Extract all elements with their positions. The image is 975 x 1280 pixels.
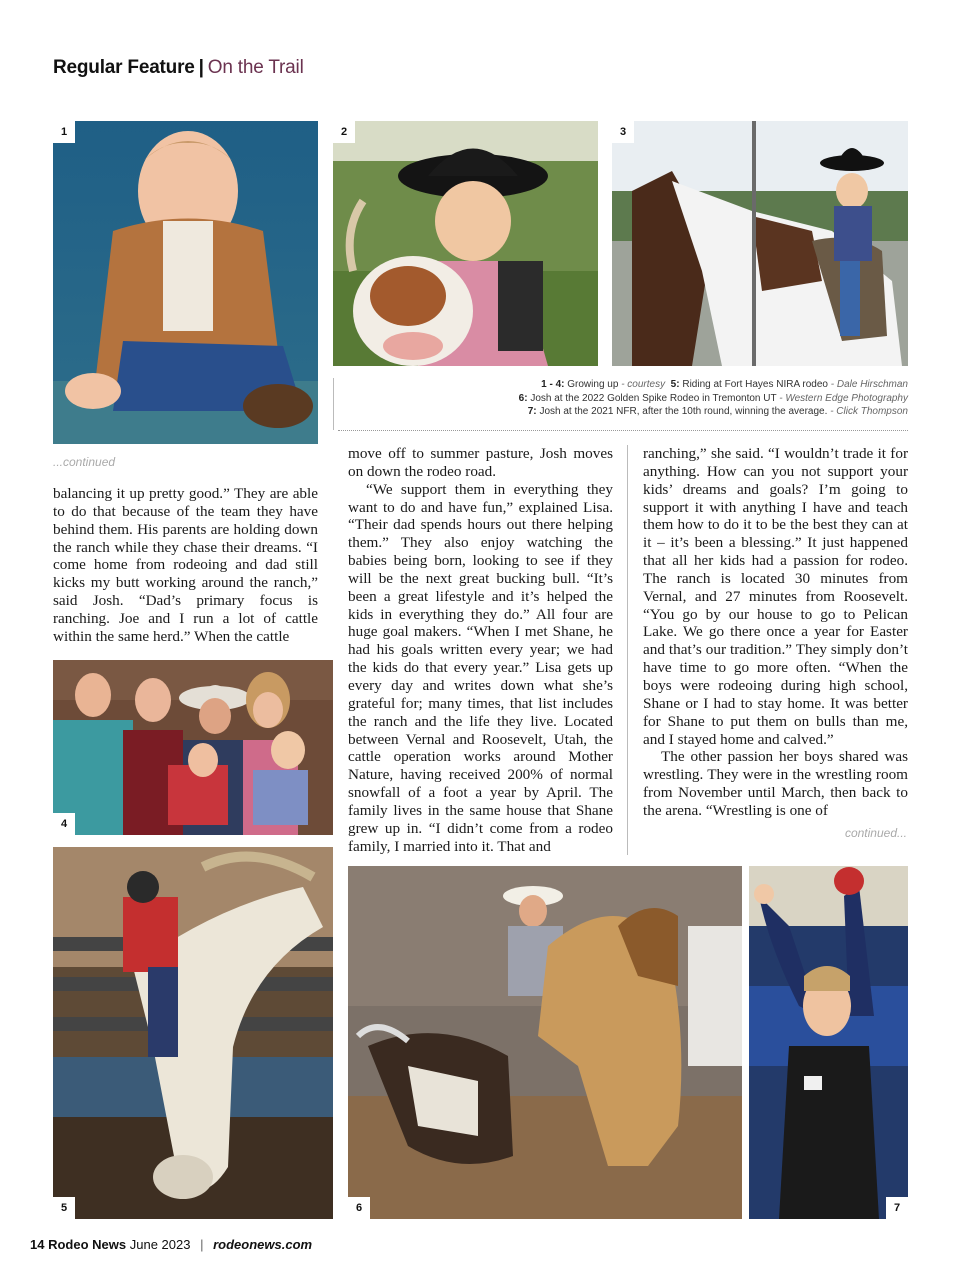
caption-text: Riding at Fort Hayes NIRA rodeo xyxy=(682,379,828,390)
article-column-3 xyxy=(643,445,908,820)
photo-caption xyxy=(340,378,908,419)
caption-text: Growing up xyxy=(567,379,619,390)
page-number: 14 xyxy=(30,1237,45,1252)
photo-2-toddler xyxy=(333,121,598,366)
photo-number: 7 xyxy=(886,1197,908,1219)
caption-text: Josh at the 2022 Golden Spike Rodeo in Tremonton UT xyxy=(530,392,777,404)
caption-label: 1 - 4: xyxy=(541,379,565,390)
photo-number: 4 xyxy=(53,813,75,835)
page-header xyxy=(53,57,304,79)
magazine-name: Rodeo News xyxy=(48,1237,127,1252)
issue-date: June 2023 xyxy=(129,1237,191,1252)
paragraph: ranching,” she said. “I wouldn’t trade it for anything. How can you not support your kids’ dreams and goals? I’m going to support it with anything I have and teach them how to do it to be the best they can at it – it’s been a blessing.” It just happened that all her kids had a passion for rodeo. The ranch is located 30 minutes from Vernal, and 27 minutes from Roosevelt. “You go by our house to go to Pelican Lake. We go there once a year for Easter and that’s our tradition.” They simply don’t have time to go more often. “When the boys were rodeoing during high school, Shane or I had to stay home. It was better for Shane to put them on bulls than me, and I stayed home and calved.” xyxy=(643,445,908,748)
article-column-1 xyxy=(53,485,318,646)
photo-5-bull-riding xyxy=(53,847,333,1219)
paragraph: “We support them in everything they want to do and have fun,” explained Lisa. “Their dad spends hours out there helping them.” They also enjoy watching the babies being born, looking to see if they will be the next great bucking bull. “It’s been a great lifestyle and it’s helped the kids in everything they do.” All four are huge goal makers. “When I met Shane, he had his goals written every year; we had the kids do that every year.” Lisa gets up every day and writes down what she’s grateful for; many times, that list includes the ranch and the life they live. Located between Vernal and Roosevelt, Utah, the cattle operation works around Mother Nature, having received 200% of normal snowfall of a foot a year by April. The family lives in the same house that Shane grew up in. “I didn’t come from a rodeo family, I married into it. That and xyxy=(348,480,613,855)
photo-number: 3 xyxy=(612,121,634,143)
caption-text: Josh at the 2021 NFR, after the 10th round, winning the average. xyxy=(539,406,828,417)
article-column-2 xyxy=(348,445,613,855)
photo-7-celebration xyxy=(749,866,908,1219)
website-link[interactable]: rodeonews.com xyxy=(213,1237,313,1252)
paragraph: move off to summer pasture, Josh moves on down the rodeo road. xyxy=(348,445,613,480)
paragraph: balancing it up pretty good.” They are able to do that because of the team they have behind them. His parents are holding down the ranch while they chase their dreams. “I come home from rodeoing and dad still kicks my butt working around the ranch,” said Josh. “Dad’s primary focus is ranching. Joe and I run a lot of cattle within the same herd.” When the cattle xyxy=(53,485,318,645)
photo-number: 6 xyxy=(348,1197,370,1219)
photo-number: 1 xyxy=(53,121,75,143)
photo-3-horse xyxy=(612,121,908,366)
caption-credit: - Click Thompson xyxy=(830,406,908,417)
photo-4-family xyxy=(53,660,333,835)
continued-on-marker: continued... xyxy=(844,826,907,840)
continued-from-marker: ...continued xyxy=(53,455,116,469)
caption-line-1 xyxy=(340,378,908,392)
caption-credit: - Western Edge Photography xyxy=(779,392,908,404)
caption-label: 6: xyxy=(518,392,528,404)
caption-label: 5: xyxy=(670,379,680,390)
paragraph: The other passion her boys shared was wrestling. They were in the wrestling room from November until March, then back to the arena. “Wrestling is one of xyxy=(643,748,908,819)
column-rule xyxy=(627,445,628,855)
caption-line-2 xyxy=(340,392,908,406)
header-separator: | xyxy=(198,57,204,78)
photo-number: 5 xyxy=(53,1197,75,1219)
caption-credit: - Dale Hirschman xyxy=(830,379,908,390)
feature-label: Regular Feature xyxy=(53,57,195,78)
footer-separator: | xyxy=(200,1237,204,1252)
photo-6-steer-wrestling xyxy=(348,866,742,1219)
caption-line-3 xyxy=(340,405,908,419)
dotted-divider xyxy=(338,430,908,431)
photo-number: 2 xyxy=(333,121,355,143)
photo-1-baby xyxy=(53,121,318,444)
caption-label: 7: xyxy=(527,406,537,417)
section-title: On the Trail xyxy=(207,57,304,78)
caption-rule xyxy=(333,378,334,430)
page-footer xyxy=(30,1237,312,1252)
caption-credit: - courtesy xyxy=(621,379,666,390)
